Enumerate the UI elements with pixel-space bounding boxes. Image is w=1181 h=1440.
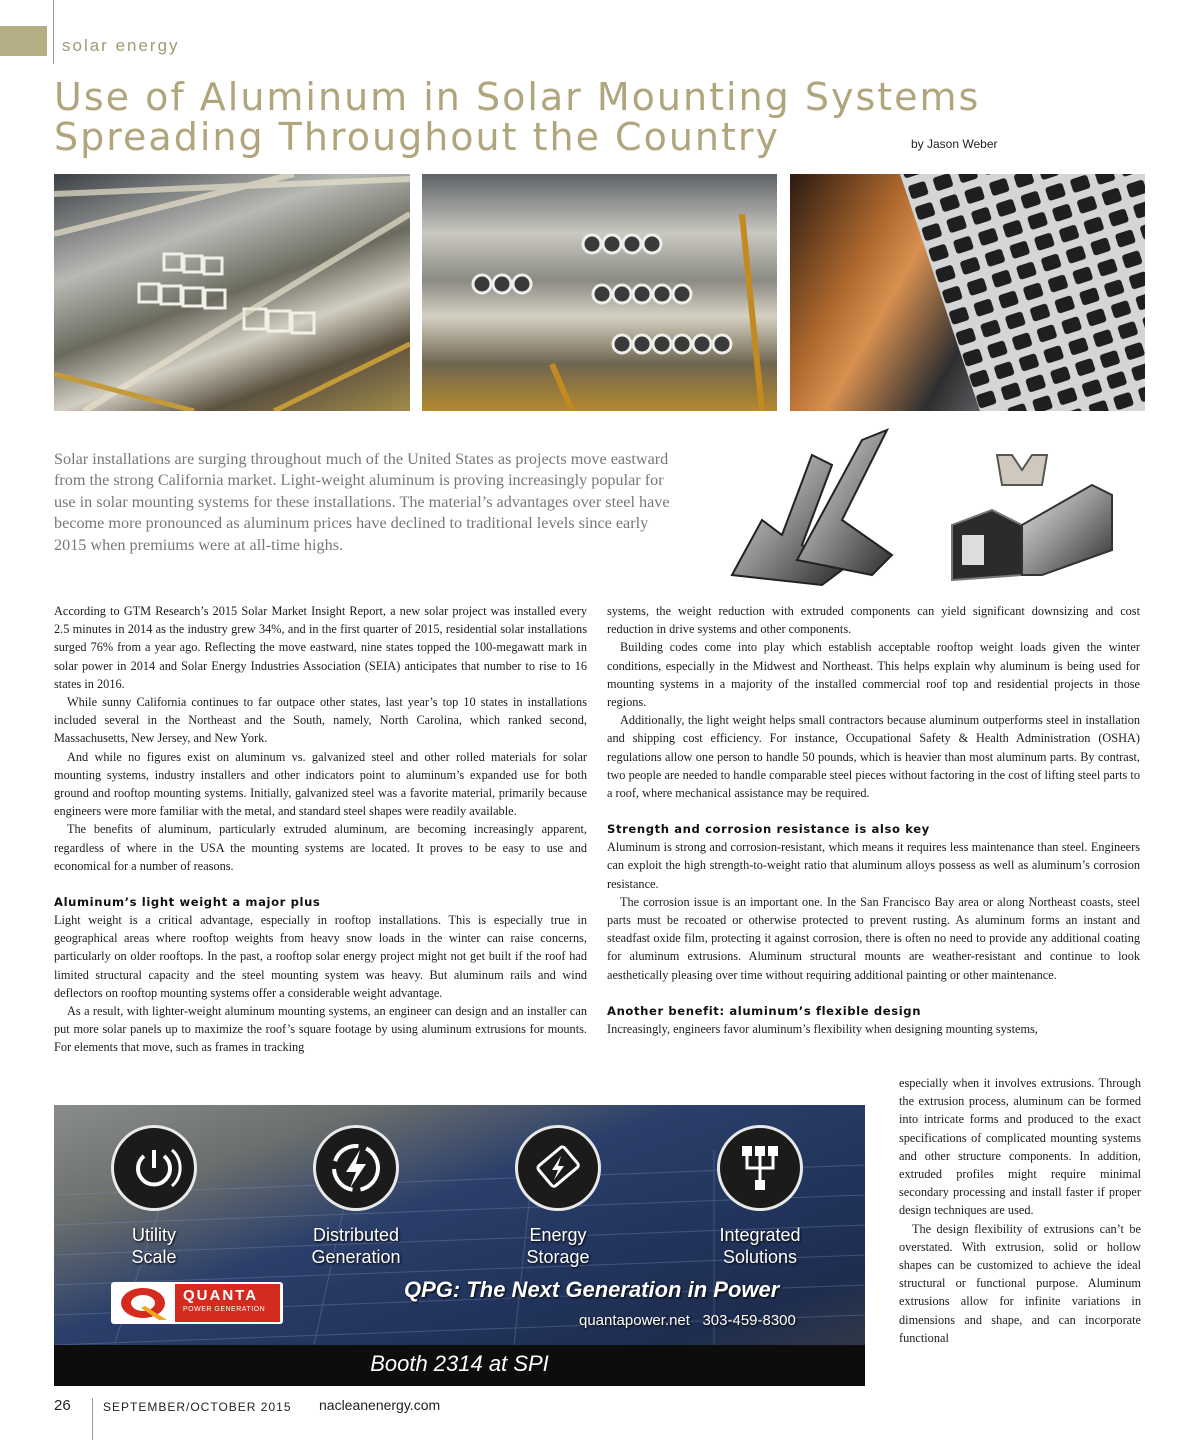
body-paragraph: Building codes come into play which establish acceptable rooftop weight loads given the winter conditions, especially in the Midwest and Northeast. This helps explain why aluminum is being used for mounting systems in a majority of the installed commercial roof top and residential projects in those regions.	[607, 640, 1140, 710]
footer-divider	[92, 1398, 93, 1440]
body-column-right-continued	[899, 1074, 1141, 1347]
section-tab-block	[0, 26, 47, 56]
ad-label-integrated-solutions: Integrated Solutions	[719, 1225, 801, 1267]
ad-phone: 303-459-8300	[702, 1312, 796, 1329]
body-paragraph: The corrosion issue is an important one. In the San Francisco Bay area or along Northeast coasts, steel parts must be recoated or otherwise protected to prevent rusting. As aluminum forms an instant and steadfast oxide film, protecting it against corrosion, there is often no need to provide any additional coating for aluminum extrusions. Aluminum structural mounts are weather-resistant and continue to look aesthetically pleasing over time without requiring additional painting or other maintenance.	[607, 894, 1140, 982]
body-paragraph: Additionally, the light weight helps small contractors because aluminum outperforms steel in installation and shipping cost efficiency. For instance, Occupational Safety & Health Administration (OSHA) regulations allow one person to handle 50 pounds, which is heavier than most aluminum parts. By contrast, two people are needed to handle comparable steel pieces without factoring in the cost of lifting steel parts to a roof, where mechanical assistance may be required.	[607, 713, 1140, 801]
body-paragraph: especially when it involves extrusions. Through the extrusion process, aluminum can be formed into intricate forms and produced to the exact specifications of complicated mounting systems and other structure components. In addition, extruded profiles might require minimal secondary processing and install faster if proper design techniques are used.	[899, 1076, 1141, 1218]
photo-aluminum-lattice	[790, 174, 1145, 411]
photo-aluminum-tubes-square	[54, 174, 410, 411]
body-column-right	[607, 602, 1140, 1038]
battery-icon	[515, 1125, 601, 1211]
quanta-logo	[111, 1282, 283, 1324]
byline: by Jason Weber	[911, 137, 998, 151]
body-column-left	[54, 602, 587, 1057]
section-label: solar energy	[62, 36, 180, 55]
body-paragraph: Increasingly, engineers favor aluminum’s flexibility when designing mounting systems,	[607, 1021, 1038, 1036]
quanta-q-icon	[115, 1284, 171, 1322]
power-icon	[111, 1125, 197, 1211]
body-paragraph: And while no figures exist on aluminum vs. galvanized steel and other rolled materials for solar mounting systems, industry installers and other indicators point to aluminum’s expanded use for both ground and rooftop mounting systems. Initially, galvanized steel was a favorite material, primarily because engineers were more familiar with the metal, and standard steel shapes were readily available.	[54, 749, 587, 819]
body-paragraph: According to GTM Research’s 2015 Solar Market Insight Report, a new solar project was installed every 2.5 minutes in 2014 as the industry grew 34%, and in the first quarter of 2015, residential solar installations surged 76% from a year ago. Reflecting the move eastward, nine states topped the 100-megawatt mark in solar power in 2014 and Solar Energy Industries Association (SEIA) anticipates that number to rise to 16 states in 2016.	[54, 604, 587, 691]
aluminum-profiles-image	[722, 425, 1142, 590]
ad-headline: QPG: The Next Generation in Power	[404, 1277, 780, 1302]
ad-label-utility-scale: Utility Scale	[131, 1225, 177, 1267]
ad-label-energy-storage: Energy Storage	[526, 1225, 590, 1267]
lightning-cycle-icon	[313, 1125, 399, 1211]
page-number: 26	[54, 1397, 71, 1414]
subheading-flexible-design: Another benefit: aluminum’s flexible design	[607, 1003, 922, 1018]
ad-label-distributed-generation: Distributed Generation	[311, 1225, 401, 1267]
subheading-strength-corrosion: Strength and corrosion resistance is also key	[607, 822, 930, 837]
ad-website[interactable]: quantapower.net	[579, 1312, 690, 1329]
body-paragraph: As a result, with lighter-weight aluminum mounting systems, an engineer can design and an installer can put more solar panels up to maximize the roof’s square footage by using aluminum extrusions for mounts. For elements that move, such as frames in tracking	[54, 1004, 587, 1055]
issue-date: SEPTEMBER/OCTOBER 2015	[103, 1400, 292, 1414]
subheading-light-weight: Aluminum’s light weight a major plus	[54, 895, 321, 910]
photo-aluminum-round-tubes	[422, 174, 777, 411]
body-paragraph: systems, the weight reduction with extruded components can yield significant downsizing and cost reduction in drive systems and other components.	[607, 604, 1140, 637]
body-paragraph: The benefits of aluminum, particularly extruded aluminum, are becoming increasingly apparent, regardless of where in the USA the mounting systems are located. It proves to be easy to use and economical for a number of reasons.	[54, 822, 587, 873]
body-paragraph: The design flexibility of extrusions can’t be overstated. With extrusion, solid or hollow shapes can be customized to achieve the ideal structural or functional purpose. Aluminum extrusions allow for infinite variations in dimensions and shape, and can incorporate functional	[899, 1221, 1141, 1345]
article-title-line-2: Spreading Throughout the Country	[54, 115, 780, 159]
website-link[interactable]: nacleanenergy.com	[319, 1397, 441, 1413]
body-paragraph: Light weight is a critical advantage, especially in rooftop installations. This is especially true in geographical areas where rooftop weights from heavy snow loads in the winter can raise concerns, particularly on older rooftops. In the past, a rooftop solar energy project might not get built if the roof had limited structural capacity and the steel mounting system was heavy. But aluminum rails and wind deflectors on rooftop mounting systems offer a considerable weight advantage.	[54, 913, 587, 1000]
network-icon	[717, 1125, 803, 1211]
ad-booth-text: Booth 2314 at SPI	[370, 1351, 549, 1376]
body-paragraph: Aluminum is strong and corrosion-resistant, which means it requires less maintenance than steel. Engineers can exploit the high strength-to-weight ratio that aluminum alloys possess as well as aluminum’s corrosion resistance.	[607, 840, 1140, 891]
quanta-advertisement[interactable]	[54, 1105, 865, 1386]
article-title-line-1: Use of Aluminum in Solar Mounting Systems	[54, 75, 981, 119]
lead-paragraph: Solar installations are surging throughout much of the United States as projects move eastward from the strong California market. Light-weight aluminum is proving increasingly popular for use in solar mounting systems for these installations. The material’s advantages over steel have become more pronounced as aluminum prices have declined to traditional levels since early 2015 when premiums were at all-time highs.	[54, 450, 670, 554]
header-divider	[53, 0, 54, 64]
ad-contact	[579, 1312, 796, 1329]
body-paragraph: While sunny California continues to far outpace other states, last year’s top 10 states in installations included several in the Northeast and the South, namely, North Carolina, which ranked second, Massachusetts, New Jersey, and New York.	[54, 695, 587, 746]
quanta-logo-name: QUANTA	[183, 1287, 259, 1304]
quanta-logo-subtitle: POWER GENERATION	[183, 1306, 266, 1313]
